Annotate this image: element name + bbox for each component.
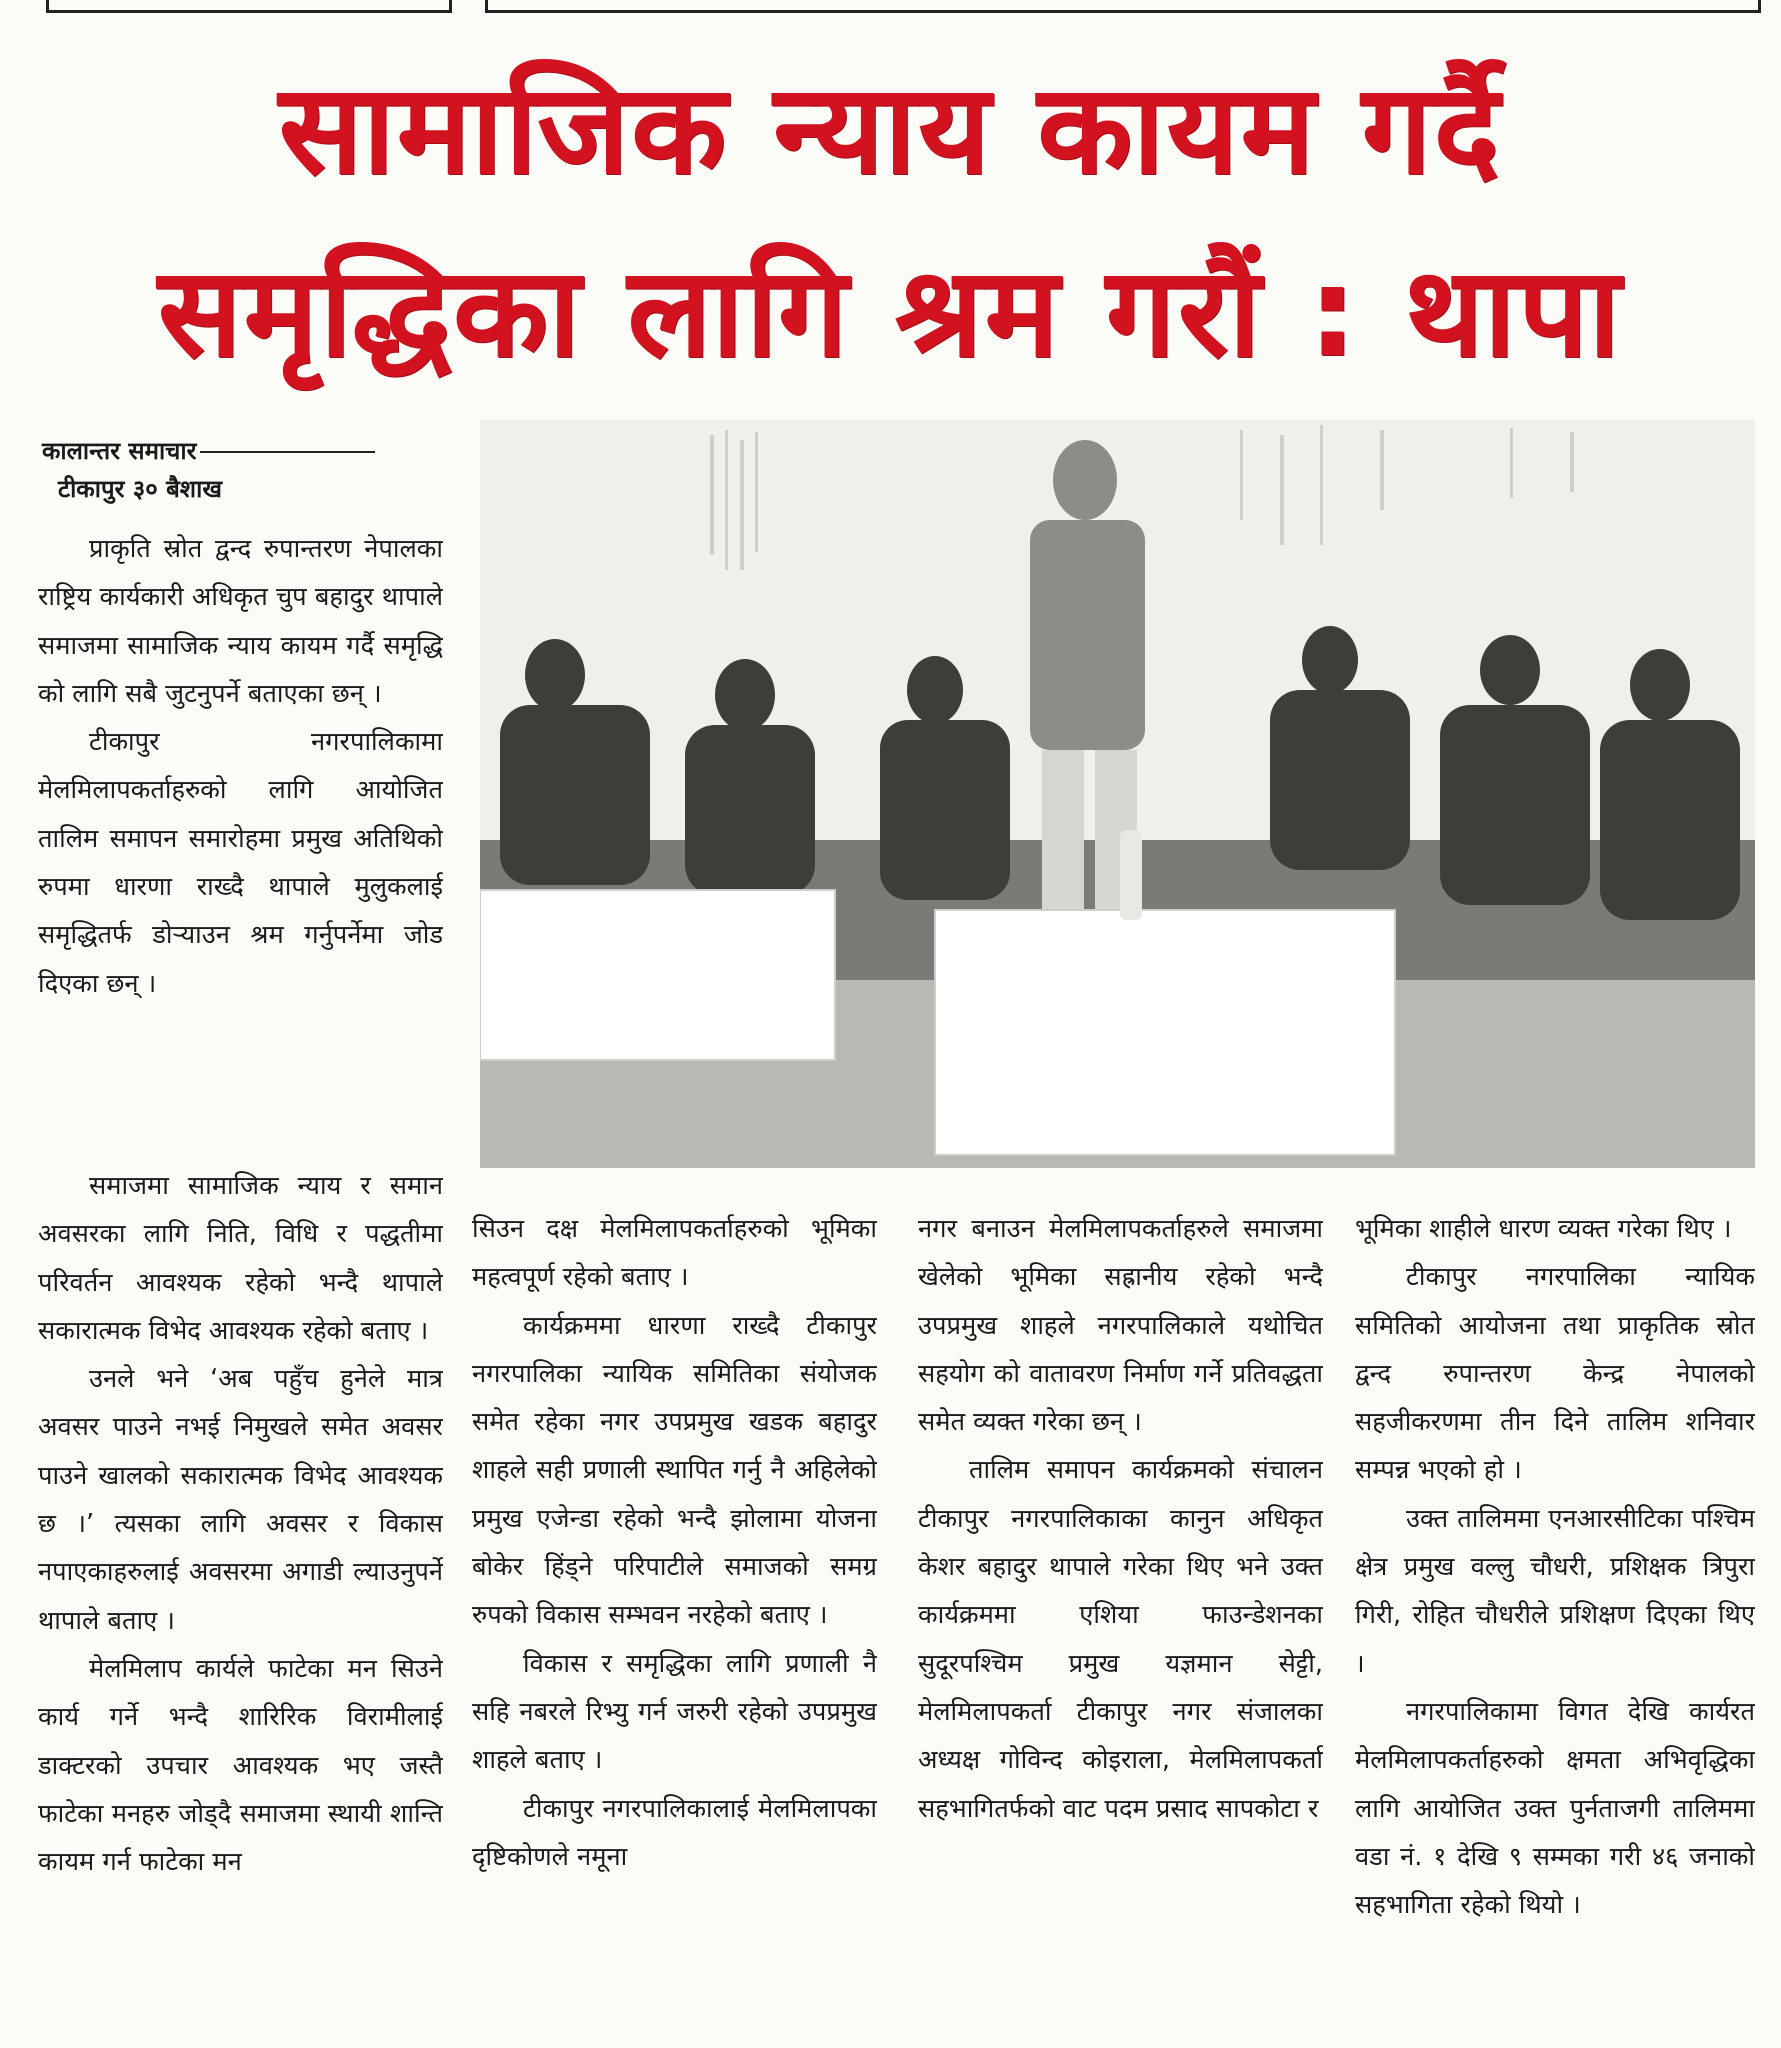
paragraph: उक्त तालिममा एनआरसीटिका पश्चिम क्षेत्र प्रमुख वल्लु चौधरी, प्रशिक्षक त्रिपुरा गिरी, रोहित चौधरीले प्रशिक्षण दिएका थिए । (1355, 1503, 1755, 1679)
paragraph: प्राकृति स्रोत द्वन्द रुपान्तरण नेपालका राष्ट्रिय कार्यकारी अधिकृत चुप बहादुर थापाले समाजमा सामाजिक न्याय कायम गर्दै समृद्धि को लागि सबै जुटनुपर्ने बताएका छन् । (38, 534, 443, 709)
paragraph: टीकापुर नगरपालिकालाई मेलमिलापका दृष्टिकोणले नमूना (472, 1793, 877, 1872)
event-photo (480, 420, 1755, 1168)
article-column-1-top (38, 525, 443, 1160)
paragraph: उनले भने ‘अब पहुँच हुनेले मात्र अवसर पाउने नभई निमुखले समेत अवसर पाउने खालको सकारात्मक विभेद आवश्यक छ ।’ त्यसका लागि अवसर र विकास नपाएकाहरुलाई अवसरमा अगाडी ल्याउनुपर्ने थापाले बताए । (38, 1364, 443, 1636)
paragraph: भूमिका शाहीले धारण व्यक्त गरेका थिए । (1355, 1214, 1732, 1244)
headline-line-1: सामाजिक न्याय कायम गर्दै (278, 58, 1502, 202)
paragraph: कार्यक्रममा धारणा राख्दै टीकापुर नगरपालिका न्यायिक समितिका संयोजक समेत रहेका नगर उपप्रमुख खडक बहादुर शाहले सही प्रणाली स्थापित गर्नु नै अहिलेको प्रमुख एजेन्डा रहेको भन्दै झोलामा योजना बोकेर हिंड्ने परिपाटीले समाजको समग्र रुपको विकास सम्भवन नरहेको बताए । (472, 1310, 877, 1631)
paragraph: नगर बनाउन मेलमिलापकर्ताहरुले समाजमा खेलेको भूमिका सह्रानीय रहेको भन्दै उपप्रमुख शाहले नगरपालिकाले यथोचित सहयोग को वातावरण निर्माण गर्ने प्रतिवद्धता समेत व्यक्त गरेका छन् । (918, 1214, 1323, 1438)
top-border-box-right (485, 0, 1761, 13)
byline-source: कालान्तर समाचार (42, 437, 197, 465)
paragraph: तालिम समापन कार्यक्रमको संचालन टीकापुर नगरपालिकाका कानुन अधिकृत केशर बहादुर थापाले गरेका थिए भने उक्त कार्यक्रममा एशिया फाउन्डेशनका सुदूरपश्चिम प्रमुख यज्ञमान सेट्टी, मेलमिलापकर्ता टीकापुर नगर संजालका अध्यक्ष गोविन्द कोइराला, मेलमिलापकर्ता सहभागितर्फको वाट पदम प्रसाद सापकोटा र (918, 1455, 1323, 1824)
paragraph: टीकापुर नगरपालिकामा मेलमिलापकर्ताहरुको लागि आयोजित तालिम समापन समारोहमा प्रमुख अतिथिको रुपमा धारणा राख्दै थापाले मुलुकलाई समृद्धितर्फ डोर्‍याउन श्रम गर्नुपर्नेमा जोड दिएका छन् । (38, 727, 443, 999)
byline-rule (200, 451, 375, 453)
article-column-3 (918, 1205, 1323, 2045)
paragraph: नगरपालिकामा विगत देखि कार्यरत मेलमिलापकर्ताहरुको क्षमता अभिवृद्धिका लागि आयोजित उक्त पुर्नताजगी तालिममा वडा नं. १ देखि ९ सम्मका गरी ४६ जनाको सहभागिता रहेको थियो । (1355, 1696, 1755, 1921)
byline (42, 432, 442, 508)
paragraph: सिउन दक्ष मेलमिलापकर्ताहरुको भूमिका महत्वपूर्ण रहेको बताए । (472, 1214, 877, 1293)
top-border-box-left (46, 0, 452, 13)
byline-dateline: टीकापुर ३० बैशाख (58, 475, 222, 503)
paragraph: विकास र समृद्धिका लागि प्रणाली नै सहि नबरले रिभ्यु गर्न जरुरी रहेको उपप्रमुख शाहले बताए । (472, 1648, 877, 1776)
paragraph: टीकापुर नगरपालिका न्यायिक समितिको आयोजना तथा प्राकृतिक स्रोत द्वन्द रुपान्तरण केन्द्र नेपालको सहजीकरणमा तीन दिने तालिम शनिवार सम्पन्न भएको हो । (1355, 1262, 1755, 1486)
event-photo-icon (480, 420, 1755, 1168)
paragraph: मेलमिलाप कार्यले फाटेका मन सिउने कार्य गर्ने भन्दै शारिरिक विरामीलाई डाक्टरको उपचार आवश्यक भए जस्तै फाटेका मनहरु जोड्दै समाजमा स्थायी शान्ति कायम गर्न फाटेका मन (38, 1653, 443, 1878)
article-column-2 (472, 1205, 877, 2045)
paragraph: समाजमा सामाजिक न्याय र समान अवसरका लागि निति, विधि र पद्धतीमा परिवर्तन आवश्यक रहेको भन्दै थापाले सकारात्मक विभेद आवश्यक रहेको बताए । (38, 1171, 443, 1346)
article-column-1-bottom (38, 1162, 443, 2042)
headline-line-2: समृद्धिका लागि श्रम गरौं : थापा (157, 241, 1623, 385)
article-column-4 (1355, 1205, 1755, 2045)
